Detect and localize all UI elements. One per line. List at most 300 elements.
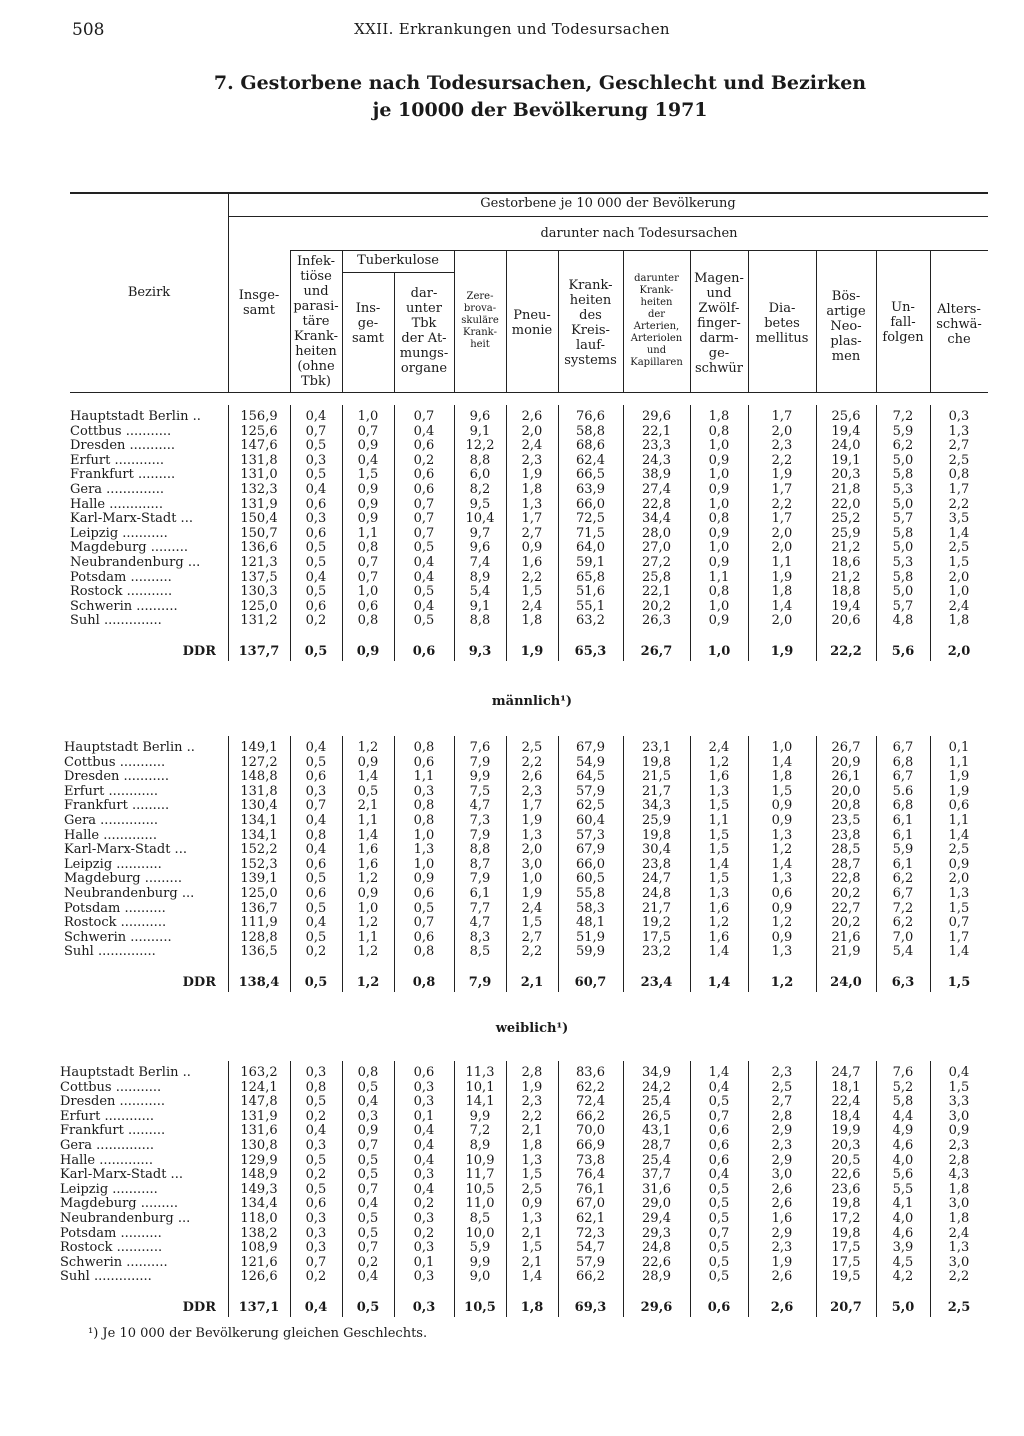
table-row bbox=[0, 1153, 1024, 1168]
bezirk-name: Rostock ........... bbox=[70, 584, 173, 600]
table-row bbox=[0, 930, 1024, 945]
cell: 0,5 bbox=[708, 1240, 730, 1256]
cell: 20,0 bbox=[831, 783, 861, 799]
cell: 8,3 bbox=[469, 929, 491, 945]
cell: 29,6 bbox=[642, 409, 671, 424]
header-col-8: darunter Krank- heiten der Arterien, Arteriolen und Kapillaren bbox=[630, 273, 683, 368]
cell: 1,5 bbox=[708, 798, 730, 814]
cell: 1,0 bbox=[708, 438, 730, 454]
cell: 1,7 bbox=[521, 511, 543, 527]
cell: 0,4 bbox=[305, 1123, 327, 1139]
cell: 18,8 bbox=[831, 584, 861, 600]
cell: 5,7 bbox=[892, 511, 914, 527]
cell: 2,3 bbox=[771, 1240, 793, 1256]
cell: 0,7 bbox=[413, 525, 435, 541]
cell: 0,4 bbox=[357, 1094, 379, 1110]
cell: 0,9 bbox=[357, 1123, 379, 1139]
cell: 0,6 bbox=[948, 798, 970, 814]
header-vrule bbox=[623, 250, 624, 392]
cell: 0,7 bbox=[708, 1225, 730, 1241]
cell: 5,9 bbox=[469, 1240, 491, 1256]
section-subtitle: männlich¹) bbox=[491, 694, 573, 709]
cell: 2,7 bbox=[948, 438, 970, 454]
cell: 6,2 bbox=[892, 871, 914, 887]
cell: 38,9 bbox=[642, 467, 671, 483]
cell: 9,9 bbox=[469, 1254, 491, 1270]
cell: 1,3 bbox=[521, 1211, 543, 1226]
cell: 0,7 bbox=[708, 1108, 730, 1124]
cell: 2,4 bbox=[521, 598, 543, 614]
cell: 1,5 bbox=[357, 467, 379, 483]
cell: 5,0 bbox=[892, 452, 914, 468]
cell: 0,8 bbox=[357, 540, 379, 556]
bezirk-name: Cottbus ........... bbox=[60, 1079, 162, 1095]
cell: 0,9 bbox=[521, 540, 543, 556]
cell: 34,3 bbox=[642, 798, 671, 814]
cell: 0,5 bbox=[305, 900, 327, 916]
total-row bbox=[0, 975, 1024, 990]
cell: 1,9 bbox=[521, 813, 543, 828]
bezirk-name: Leipzig ........... bbox=[60, 1181, 158, 1197]
cell: 58,8 bbox=[576, 423, 605, 439]
cell: 8,9 bbox=[469, 1138, 491, 1153]
cell: 8,5 bbox=[469, 1211, 491, 1226]
header-group-top: Gestorbene je 10 000 der Bevölkerung bbox=[480, 196, 736, 211]
title-line-1: 7. Gestorbene nach Todesursachen, Geschlecht und Bezirken bbox=[213, 72, 867, 94]
cell: 1,3 bbox=[521, 1152, 543, 1168]
table-row bbox=[0, 613, 1024, 628]
cell: 124,1 bbox=[240, 1079, 278, 1095]
cell: 134,4 bbox=[240, 1196, 278, 1212]
cell: 0,6 bbox=[412, 644, 436, 659]
cell: 5,8 bbox=[892, 1094, 914, 1110]
cell: 4,1 bbox=[892, 1196, 914, 1212]
cell: 1,2 bbox=[357, 944, 379, 960]
cell: 4,9 bbox=[892, 1123, 914, 1139]
cell: 2,8 bbox=[521, 1065, 543, 1080]
cell: 1,2 bbox=[770, 975, 794, 990]
cell: 1,2 bbox=[771, 915, 793, 931]
cell: 22,2 bbox=[830, 644, 862, 659]
cell: 17,5 bbox=[831, 1254, 861, 1270]
cell: 21,7 bbox=[642, 783, 671, 799]
cell: 1,4 bbox=[948, 827, 970, 843]
cell: 0,6 bbox=[305, 496, 327, 512]
cell: 5,7 bbox=[892, 598, 914, 614]
cell: 0,3 bbox=[413, 1211, 435, 1226]
cell: 9,1 bbox=[469, 598, 491, 614]
cell: 1,5 bbox=[521, 1167, 543, 1183]
header-vrule bbox=[690, 250, 691, 392]
cell: 7,9 bbox=[469, 827, 491, 843]
cell: 0,4 bbox=[305, 813, 327, 828]
table-row bbox=[0, 784, 1024, 799]
cell: 0,5 bbox=[305, 754, 327, 770]
cell: 5,4 bbox=[469, 584, 491, 600]
cell: 2,0 bbox=[521, 842, 543, 858]
cell: 5,6 bbox=[891, 644, 915, 659]
cell: 0,9 bbox=[948, 1123, 970, 1139]
cell: 136,6 bbox=[240, 540, 278, 556]
cell: 0,3 bbox=[305, 452, 327, 468]
cell: 1,0 bbox=[707, 644, 731, 659]
cell: 2,5 bbox=[521, 740, 543, 755]
total-row bbox=[0, 1300, 1024, 1315]
cell: 10,9 bbox=[465, 1152, 495, 1168]
cell: 1,9 bbox=[521, 886, 543, 901]
cell: 19,4 bbox=[831, 423, 861, 439]
cell: 25,4 bbox=[642, 1094, 671, 1110]
cell: 0,5 bbox=[305, 555, 327, 570]
cell: 65,8 bbox=[576, 569, 605, 585]
cell: 0,3 bbox=[305, 511, 327, 527]
cell: 25,6 bbox=[831, 409, 861, 424]
cell: 4,5 bbox=[892, 1254, 914, 1270]
header-tuberkulose: Tuberkulose bbox=[357, 253, 439, 268]
cell: 1,2 bbox=[357, 871, 379, 887]
cell: 1,4 bbox=[357, 769, 379, 785]
cell: 0,5 bbox=[357, 1167, 379, 1183]
cell: 163,2 bbox=[240, 1065, 278, 1080]
cell: 73,8 bbox=[576, 1152, 605, 1168]
cell: 6,8 bbox=[892, 798, 914, 814]
cell: 59,9 bbox=[576, 944, 605, 960]
cell: 1,9 bbox=[520, 644, 544, 659]
cell: 14,1 bbox=[465, 1094, 495, 1110]
bezirk-name: Suhl .............. bbox=[64, 944, 156, 960]
cell: 1,4 bbox=[771, 754, 793, 770]
cell: 5,8 bbox=[892, 569, 914, 585]
cell: 2,3 bbox=[771, 438, 793, 454]
cell: 0,9 bbox=[357, 482, 379, 497]
table-row bbox=[0, 1240, 1024, 1255]
cell: 0,6 bbox=[707, 1300, 731, 1315]
cell: 2,6 bbox=[771, 1196, 793, 1212]
cell: 1,0 bbox=[413, 856, 435, 872]
cell: 2,0 bbox=[771, 540, 793, 556]
bezirk-name: DDR bbox=[182, 975, 216, 990]
cell: 0,8 bbox=[357, 1065, 379, 1080]
cell: 22,6 bbox=[642, 1254, 671, 1270]
cell: 0,9 bbox=[771, 798, 793, 814]
cell: 125,0 bbox=[240, 598, 278, 614]
cell: 0,5 bbox=[305, 467, 327, 483]
cell: 1,0 bbox=[708, 598, 730, 614]
table-top-rule bbox=[70, 192, 988, 194]
table-row bbox=[0, 584, 1024, 599]
cell: 5,0 bbox=[892, 584, 914, 600]
bezirk-name: Magdeburg ......... bbox=[60, 1196, 178, 1212]
cell: 2,6 bbox=[770, 1300, 794, 1315]
cell: 0,3 bbox=[305, 1225, 327, 1241]
cell: 0,7 bbox=[305, 1254, 327, 1270]
cell: 108,9 bbox=[240, 1240, 278, 1256]
cell: 0,8 bbox=[413, 798, 435, 814]
cell: 1,6 bbox=[708, 900, 730, 916]
cell: 134,1 bbox=[240, 813, 278, 828]
cell: 3,0 bbox=[771, 1167, 793, 1183]
cell: 1,1 bbox=[948, 813, 970, 828]
cell: 1,1 bbox=[708, 569, 730, 585]
cell: 0,9 bbox=[708, 482, 730, 497]
cell: 0,1 bbox=[413, 1254, 435, 1270]
bezirk-name: Halle ............. bbox=[70, 496, 163, 512]
cell: 8,5 bbox=[469, 944, 491, 960]
table-row bbox=[0, 901, 1024, 916]
cell: 54,7 bbox=[576, 1240, 605, 1256]
cell: 0,5 bbox=[305, 1181, 327, 1197]
cell: 0,5 bbox=[304, 644, 328, 659]
cell: 0,4 bbox=[413, 1181, 435, 1197]
cell: 0,3 bbox=[412, 1300, 436, 1315]
cell: 23,1 bbox=[642, 740, 671, 755]
cell: 2,5 bbox=[948, 842, 970, 858]
cell: 0,5 bbox=[305, 929, 327, 945]
table-row bbox=[0, 1269, 1024, 1284]
bezirk-name: Gera .............. bbox=[70, 482, 165, 497]
cell: 0,5 bbox=[357, 1079, 379, 1095]
cell: 5,9 bbox=[892, 842, 914, 858]
cell: 2,1 bbox=[521, 1225, 543, 1241]
cell: 2,0 bbox=[948, 871, 970, 887]
cell: 0,4 bbox=[357, 1269, 379, 1285]
cell: 5,5 bbox=[892, 1181, 914, 1197]
cell: 7,0 bbox=[892, 929, 914, 945]
header-col-3: Ins- ge- samt bbox=[352, 301, 384, 346]
cell: 131,9 bbox=[240, 1108, 278, 1124]
table-row bbox=[0, 1094, 1024, 1109]
cell: 2,9 bbox=[771, 1225, 793, 1241]
cell: 3,0 bbox=[948, 1254, 970, 1270]
cell: 5,0 bbox=[892, 540, 914, 556]
cell: 130,8 bbox=[240, 1138, 278, 1153]
cell: 76,4 bbox=[576, 1167, 605, 1183]
table-row bbox=[0, 1065, 1024, 1080]
cell: 147,6 bbox=[240, 438, 278, 454]
cell: 5,9 bbox=[892, 423, 914, 439]
cell: 0,3 bbox=[357, 1108, 379, 1124]
cell: 1,9 bbox=[770, 644, 794, 659]
cell: 24,8 bbox=[642, 886, 671, 901]
cell: 28,7 bbox=[642, 1138, 671, 1153]
table-row bbox=[0, 915, 1024, 930]
cell: 9,3 bbox=[468, 644, 492, 659]
cell: 1,2 bbox=[708, 754, 730, 770]
cell: 20,3 bbox=[831, 1138, 861, 1153]
cell: 1,7 bbox=[948, 482, 970, 497]
cell: 0,5 bbox=[413, 540, 435, 556]
cell: 22,8 bbox=[642, 496, 671, 512]
table-row bbox=[0, 1123, 1024, 1138]
table-row bbox=[0, 511, 1024, 526]
cell: 2,3 bbox=[521, 783, 543, 799]
page-number: 508 bbox=[72, 20, 105, 40]
cell: 0,6 bbox=[771, 886, 793, 901]
cell: 60,7 bbox=[574, 975, 607, 990]
cell: 60,5 bbox=[576, 871, 605, 887]
cell: 17,2 bbox=[831, 1211, 861, 1226]
cell: 0,3 bbox=[413, 1094, 435, 1110]
cell: 24,0 bbox=[830, 975, 862, 990]
cell: 9,9 bbox=[469, 769, 491, 785]
cell: 1,8 bbox=[520, 1300, 544, 1315]
cell: 149,1 bbox=[240, 740, 278, 755]
cell: 0,6 bbox=[305, 525, 327, 541]
cell: 2,7 bbox=[521, 525, 543, 541]
cell: 0,2 bbox=[305, 613, 327, 629]
cell: 2,0 bbox=[948, 569, 970, 585]
table-row bbox=[0, 482, 1024, 497]
cell: 4,0 bbox=[892, 1211, 914, 1226]
cell: 0,9 bbox=[771, 900, 793, 916]
table-row bbox=[0, 599, 1024, 614]
cell: 9,0 bbox=[469, 1269, 491, 1285]
cell: 37,7 bbox=[642, 1167, 671, 1183]
cell: 0,7 bbox=[413, 409, 435, 424]
bezirk-name: Erfurt ............ bbox=[70, 452, 165, 468]
cell: 0,8 bbox=[708, 511, 730, 527]
cell: 0,4 bbox=[948, 1065, 970, 1080]
cell: 20,8 bbox=[831, 798, 861, 814]
cell: 0,2 bbox=[305, 1167, 327, 1183]
cell: 0,9 bbox=[413, 871, 435, 887]
cell: 4,0 bbox=[892, 1152, 914, 1168]
cell: 4,6 bbox=[892, 1138, 914, 1153]
cell: 66,0 bbox=[576, 496, 605, 512]
cell: 25,9 bbox=[642, 813, 671, 828]
cell: 62,2 bbox=[576, 1079, 605, 1095]
cell: 132,3 bbox=[240, 482, 278, 497]
cell: 23,2 bbox=[642, 944, 671, 960]
cell: 0,6 bbox=[357, 598, 379, 614]
cell: 2,0 bbox=[947, 644, 971, 659]
cell: 0,3 bbox=[413, 1240, 435, 1256]
cell: 34,9 bbox=[642, 1065, 671, 1080]
bezirk-name: Rostock ........... bbox=[60, 1240, 163, 1256]
cell: 2,3 bbox=[521, 1094, 543, 1110]
cell: 126,6 bbox=[240, 1269, 278, 1285]
cell: 9,5 bbox=[469, 496, 491, 512]
cell: 2,4 bbox=[708, 740, 730, 755]
cell: 26,5 bbox=[642, 1108, 671, 1124]
cell: 2,1 bbox=[521, 1254, 543, 1270]
cell: 5,0 bbox=[891, 1300, 915, 1315]
cell: 2,1 bbox=[521, 1123, 543, 1139]
cell: 2,7 bbox=[771, 1094, 793, 1110]
cell: 134,1 bbox=[240, 827, 278, 843]
cell: 0,4 bbox=[305, 569, 327, 585]
cell: 0,5 bbox=[708, 1181, 730, 1197]
cell: 0,8 bbox=[305, 827, 327, 843]
table-row bbox=[0, 1109, 1024, 1124]
total-row bbox=[0, 644, 1024, 659]
cell: 7,9 bbox=[469, 754, 491, 770]
bezirk-name: Frankfurt ......... bbox=[60, 1123, 166, 1139]
bezirk-name: Potsdam .......... bbox=[70, 569, 172, 585]
table-row bbox=[0, 842, 1024, 857]
cell: 21,2 bbox=[831, 540, 861, 556]
table-row bbox=[0, 1182, 1024, 1197]
cell: 1,0 bbox=[357, 409, 379, 424]
cell: 5,3 bbox=[892, 555, 914, 570]
cell: 0,9 bbox=[357, 511, 379, 527]
cell: 131,8 bbox=[240, 452, 278, 468]
cell: 6,3 bbox=[891, 975, 915, 990]
cell: 1,3 bbox=[771, 871, 793, 887]
cell: 2,1 bbox=[520, 975, 544, 990]
cell: 70,0 bbox=[576, 1123, 605, 1139]
cell: 29,4 bbox=[642, 1211, 671, 1226]
cell: 7,2 bbox=[892, 409, 914, 424]
cell: 1,8 bbox=[708, 409, 730, 424]
cell: 1,8 bbox=[521, 482, 543, 497]
cell: 0,6 bbox=[305, 856, 327, 872]
cell: 2,3 bbox=[521, 452, 543, 468]
cell: 2,4 bbox=[948, 598, 970, 614]
cell: 6,2 bbox=[892, 915, 914, 931]
cell: 3,3 bbox=[948, 1094, 970, 1110]
cell: 0,4 bbox=[413, 598, 435, 614]
cell: 2,5 bbox=[948, 452, 970, 468]
cell: 0,5 bbox=[357, 1152, 379, 1168]
cell: 66,9 bbox=[576, 1138, 605, 1153]
cell: 128,8 bbox=[240, 929, 278, 945]
header-vrule bbox=[290, 250, 291, 392]
cell: 1,3 bbox=[521, 496, 543, 512]
cell: 0,3 bbox=[305, 1138, 327, 1153]
cell: 0,4 bbox=[413, 1138, 435, 1153]
cell: 0,4 bbox=[413, 1152, 435, 1168]
cell: 0,3 bbox=[413, 1167, 435, 1183]
bezirk-name: Magdeburg ......... bbox=[64, 871, 182, 887]
bezirk-name: Halle ............. bbox=[60, 1152, 153, 1168]
cell: 0,7 bbox=[357, 569, 379, 585]
cell: 1,1 bbox=[357, 525, 379, 541]
cell: 0,5 bbox=[305, 584, 327, 600]
cell: 0,8 bbox=[948, 467, 970, 483]
cell: 139,1 bbox=[240, 871, 278, 887]
cell: 3,0 bbox=[521, 856, 543, 872]
cell: 26,7 bbox=[831, 740, 861, 755]
cell: 66,5 bbox=[576, 467, 605, 483]
cell: 127,2 bbox=[240, 754, 278, 770]
cell: 5.6 bbox=[892, 783, 914, 799]
cell: 3,9 bbox=[892, 1240, 914, 1256]
cell: 54,9 bbox=[576, 754, 605, 770]
cell: 1,4 bbox=[357, 827, 379, 843]
cell: 1,7 bbox=[521, 798, 543, 814]
bezirk-name: Rostock ........... bbox=[64, 915, 167, 931]
bezirk-name: Frankfurt ......... bbox=[64, 798, 170, 814]
cell: 1,5 bbox=[521, 1240, 543, 1256]
cell: 64,0 bbox=[576, 540, 605, 556]
cell: 4,7 bbox=[469, 915, 491, 931]
cell: 118,0 bbox=[240, 1211, 278, 1226]
header-col-2: Infek- tiöse und parasi- täre Krank- heiten (ohne Tbk) bbox=[293, 254, 339, 389]
cell: 0,5 bbox=[357, 1211, 379, 1226]
cell: 0,7 bbox=[413, 511, 435, 527]
table-row bbox=[0, 1080, 1024, 1095]
cell: 11,0 bbox=[465, 1196, 495, 1212]
cell: 17,5 bbox=[831, 1240, 861, 1256]
cell: 1,5 bbox=[948, 555, 970, 570]
cell: 64,5 bbox=[576, 769, 605, 785]
cell: 67,9 bbox=[576, 740, 605, 755]
cell: 1,2 bbox=[357, 740, 379, 755]
cell: 2,3 bbox=[771, 1065, 793, 1080]
cell: 137,5 bbox=[240, 569, 278, 585]
cell: 1,0 bbox=[357, 584, 379, 600]
